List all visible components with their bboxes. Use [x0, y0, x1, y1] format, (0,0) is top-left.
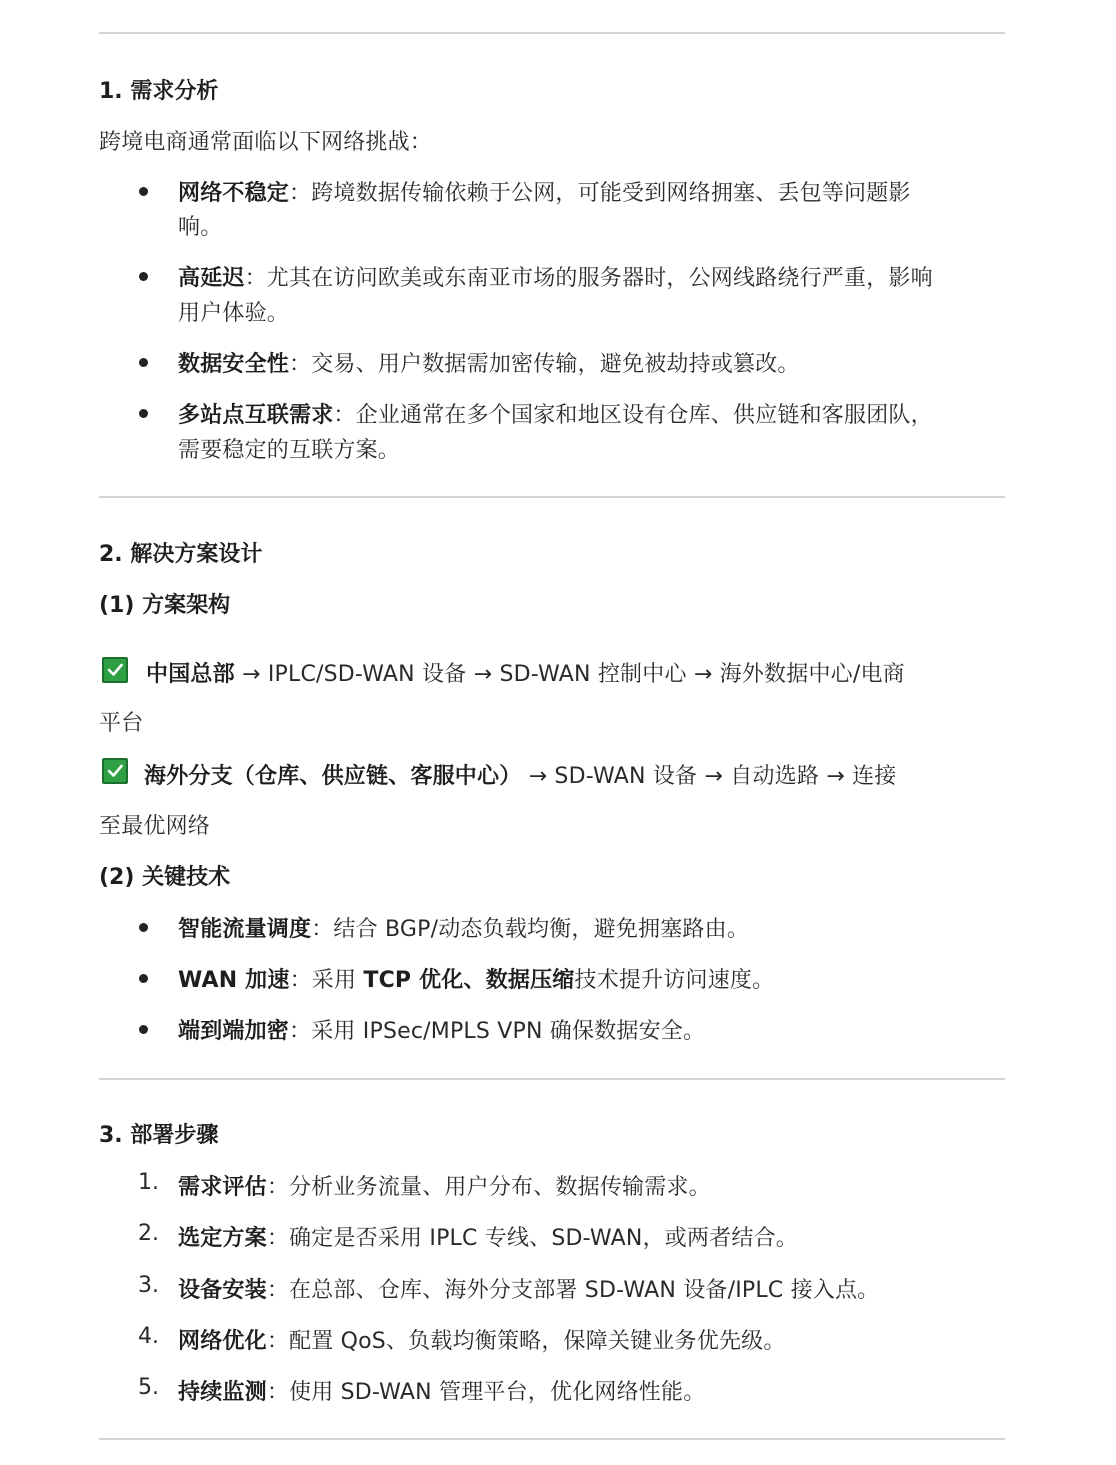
step-term: 设备安装	[178, 1278, 267, 1303]
section-heading: 3. 部署步骤	[99, 1123, 219, 1148]
step-text: ：使用 SD-WAN 管理平台，优化网络性能。	[266, 1380, 706, 1405]
list-item-continuation: 响。	[178, 215, 223, 240]
list-item-text: 技术提升访问速度。	[574, 968, 775, 993]
list-item-text: ：交易、用户数据需加密传输，避免被劫持或篡改。	[289, 352, 800, 377]
list-item-term: 端到端加密	[178, 1019, 290, 1044]
list-item-text: ：采用	[289, 968, 364, 993]
list-item	[178, 261, 933, 292]
bullet-icon	[139, 187, 148, 196]
list-item-term: 数据安全性	[178, 352, 290, 377]
bullet-icon	[139, 272, 148, 281]
list-item-term: 高延迟	[178, 266, 245, 291]
architecture-term: 海外分支（仓库、供应链、客服中心）	[144, 764, 522, 789]
architecture-continuation: 平台	[99, 711, 144, 736]
architecture-flow: → IPLC/SD-WAN 设备 → SD-WAN 控制中心 → 海外数据中心/电商	[234, 662, 905, 687]
bullet-icon	[139, 409, 148, 418]
list-item-term: WAN 加速	[178, 968, 290, 993]
step-text: ：确定是否采用 IPLC 专线、SD-WAN，或两者结合。	[266, 1226, 798, 1251]
list-item-term: 网络不稳定	[178, 181, 290, 206]
step-number: 2.	[138, 1221, 159, 1246]
list-item	[178, 398, 933, 429]
architecture-continuation: 至最优网络	[99, 814, 211, 839]
subsection-heading: (1) 方案架构	[99, 593, 231, 618]
bullet-icon	[139, 923, 148, 932]
architecture-term: 中国总部	[146, 662, 235, 687]
bullet-icon	[139, 358, 148, 367]
list-item	[178, 347, 800, 378]
step-item	[178, 1273, 879, 1304]
section-heading: 2. 解决方案设计	[99, 542, 263, 567]
list-item-text: ：企业通常在多个国家和地区设有仓库、供应链和客服团队，	[333, 403, 933, 428]
horizontal-rule	[99, 496, 1005, 498]
step-text: ：分析业务流量、用户分布、数据传输需求。	[266, 1175, 711, 1200]
list-item	[178, 912, 749, 943]
horizontal-rule	[99, 32, 1005, 34]
horizontal-rule	[99, 1078, 1005, 1080]
list-item-emphasis: TCP 优化、数据压缩	[363, 968, 575, 993]
step-number: 3.	[138, 1273, 159, 1298]
list-item-continuation: 需要稳定的互联方案。	[178, 438, 401, 463]
step-item	[178, 1170, 711, 1201]
list-item-text: ：尤其在访问欧美或东南亚市场的服务器时，公网线路绕行严重，影响	[244, 266, 933, 291]
architecture-line	[144, 759, 896, 790]
list-item-text: ：采用 IPSec/MPLS VPN 确保数据安全。	[289, 1019, 706, 1044]
step-number: 4.	[138, 1324, 159, 1349]
step-number: 1.	[138, 1170, 159, 1195]
architecture-line	[146, 657, 905, 688]
step-text: ：在总部、仓库、海外分支部署 SD-WAN 设备/IPLC 接入点。	[266, 1278, 880, 1303]
subsection-heading: (2) 关键技术	[99, 865, 231, 890]
architecture-flow: → SD-WAN 设备 → 自动选路 → 连接	[521, 764, 897, 789]
step-term: 需求评估	[178, 1175, 267, 1200]
check-mark-icon	[102, 758, 128, 784]
list-item-text: ：跨境数据传输依赖于公网，可能受到网络拥塞、丢包等问题影	[289, 181, 911, 206]
paragraph: 跨境电商通常面临以下网络挑战：	[99, 130, 433, 155]
list-item-term: 多站点互联需求	[178, 403, 334, 428]
step-term: 网络优化	[178, 1329, 267, 1354]
step-number: 5.	[138, 1375, 159, 1400]
list-item	[178, 1014, 705, 1045]
list-item-text: ：结合 BGP/动态负载均衡，避免拥塞路由。	[311, 917, 750, 942]
bullet-icon	[139, 1025, 148, 1034]
step-item	[178, 1324, 786, 1355]
list-item-continuation: 用户体验。	[178, 301, 290, 326]
list-item	[178, 176, 911, 207]
step-term: 持续监测	[178, 1380, 267, 1405]
step-term: 选定方案	[178, 1226, 267, 1251]
step-text: ：配置 QoS、负载均衡策略，保障关键业务优先级。	[266, 1329, 786, 1354]
list-item	[178, 963, 774, 994]
list-item-term: 智能流量调度	[178, 917, 312, 942]
step-item	[178, 1221, 798, 1252]
bullet-icon	[139, 974, 148, 983]
horizontal-rule	[99, 1438, 1005, 1440]
section-heading: 1. 需求分析	[99, 79, 219, 104]
check-mark-icon	[102, 657, 128, 683]
step-item	[178, 1375, 705, 1406]
